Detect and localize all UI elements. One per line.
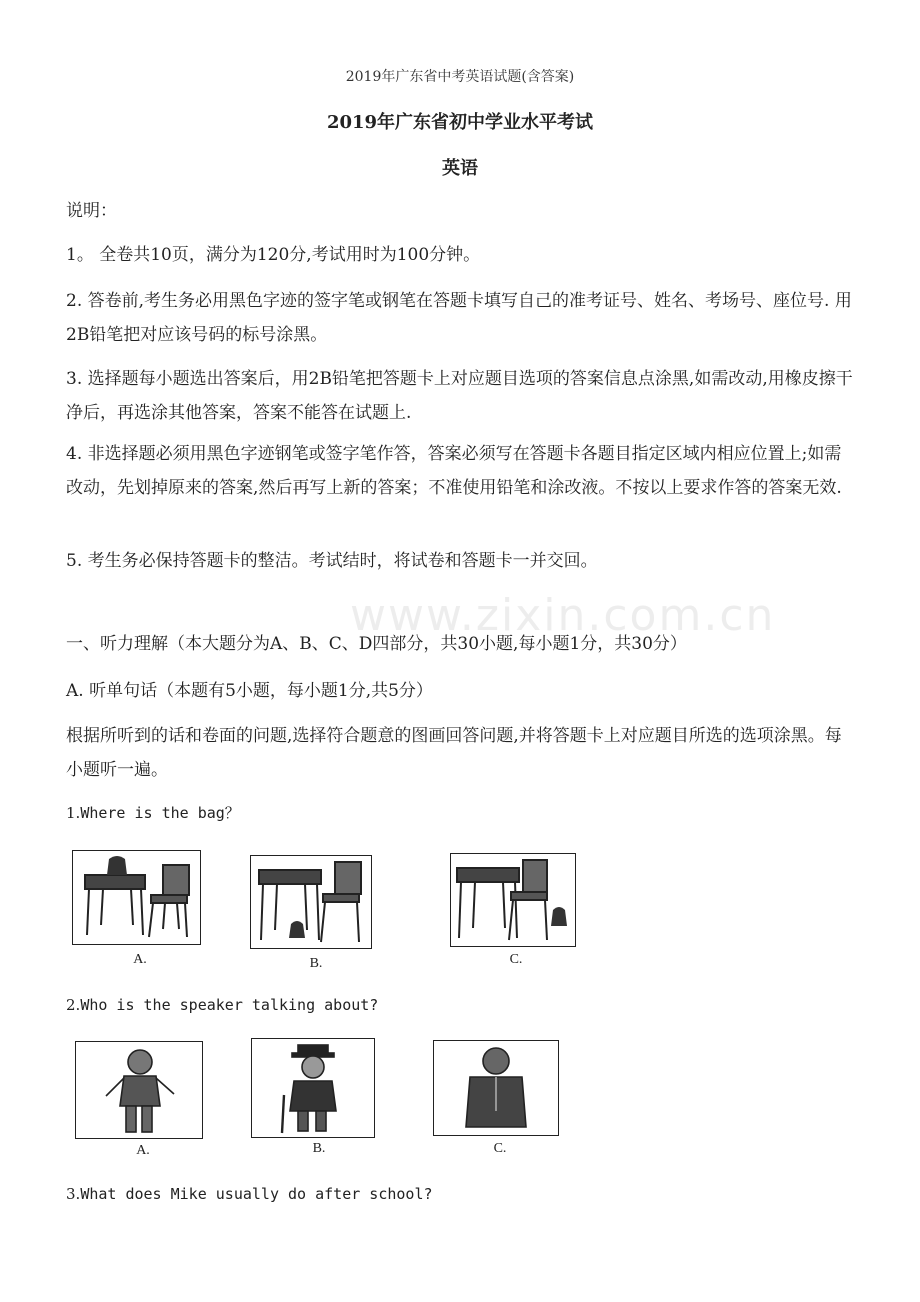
- question-2: [66, 996, 378, 1014]
- watermark: www.zixin.com.cn: [350, 590, 776, 641]
- instruction-3: 3. 选择题每小题选出答案后，用2B铅笔把答题卡上对应题目选项的答案信息点涂黑,如需改动,用橡皮擦干净后，再选涂其他答案，答案不能答在试题上.: [66, 369, 853, 423]
- question-3: [66, 1185, 433, 1203]
- instructions-heading: 说明：: [66, 201, 117, 221]
- exam-subject: 英语: [442, 158, 478, 179]
- desk-chair-bag-under-desk-illustration: [251, 856, 371, 948]
- question-text: Who is the speaker talking about?: [80, 996, 379, 1014]
- old-man-with-cane-illustration: [252, 1039, 374, 1137]
- q2-option-b-label[interactable]: B.: [312, 1141, 326, 1156]
- young-man-illustration: [76, 1042, 202, 1138]
- q2-option-a-label[interactable]: A.: [136, 1143, 150, 1158]
- q1-option-b-label[interactable]: B.: [309, 956, 323, 971]
- question-1: [66, 802, 240, 823]
- instruction-5: 5. 考生务必保持答题卡的整洁。考试结时，将试卷和答题卡一并交回。: [66, 551, 598, 571]
- instruction-2: 2. 答卷前,考生务必用黑色字迹的签字笔或钢笔在答题卡填写自己的准考证号、姓名、考场号、座位号. 用2B铅笔把对应该号码的标号涂黑。: [66, 291, 852, 345]
- q1-option-a-picture: [72, 850, 201, 945]
- part-a-directions: 根据所听到的话和卷面的问题,选择符合题意的图画回答问题,并将答题卡上对应题目所选的选项涂黑。每小题听一遍。: [66, 726, 842, 780]
- desk-chair-bag-beside-chair-illustration: [451, 854, 575, 946]
- man-in-suit-illustration: [434, 1041, 558, 1135]
- q1-option-c-label[interactable]: C.: [509, 952, 523, 967]
- question-number: 1.: [66, 804, 81, 822]
- question-number: 3.: [66, 1185, 81, 1203]
- question-number: 2.: [66, 996, 81, 1014]
- question-text: Where is the bag？: [80, 804, 240, 822]
- instruction-4: 4. 非选择题必须用黑色字迹钢笔或签字笔作答，答案必须写在答题卡各题目指定区域内相应位置上;如需改动，先划掉原来的答案,然后再写上新的答案；不准使用铅笔和涂改液。不按以上要求作答的答案无效.: [66, 444, 842, 498]
- instruction-1: 1。 全卷共10页，满分为120分,考试用时为100分钟。: [66, 245, 481, 265]
- section-title: 一、听力理解（本大题分为A、B、C、D四部分，共30小题,每小题1分，共30分）: [66, 634, 687, 654]
- q2-option-c-label[interactable]: C.: [493, 1141, 507, 1156]
- desk-chair-bag-on-desk-illustration: [73, 851, 200, 944]
- q1-option-b-picture: [250, 855, 372, 949]
- q2-option-a-picture: [75, 1041, 203, 1139]
- q2-option-c-picture: [433, 1040, 559, 1136]
- page-header: 2019年广东省中考英语试题(含答案): [345, 69, 575, 85]
- q1-option-c-picture: [450, 853, 576, 947]
- part-a-title: A. 听单句话（本题有5小题，每小题1分,共5分）: [66, 681, 433, 701]
- exam-title: 2019年广东省初中学业水平考试: [326, 112, 594, 133]
- question-text: What does Mike usually do after school?: [80, 1185, 433, 1203]
- q2-option-b-picture: [251, 1038, 375, 1138]
- q1-option-a-label[interactable]: A.: [133, 952, 147, 967]
